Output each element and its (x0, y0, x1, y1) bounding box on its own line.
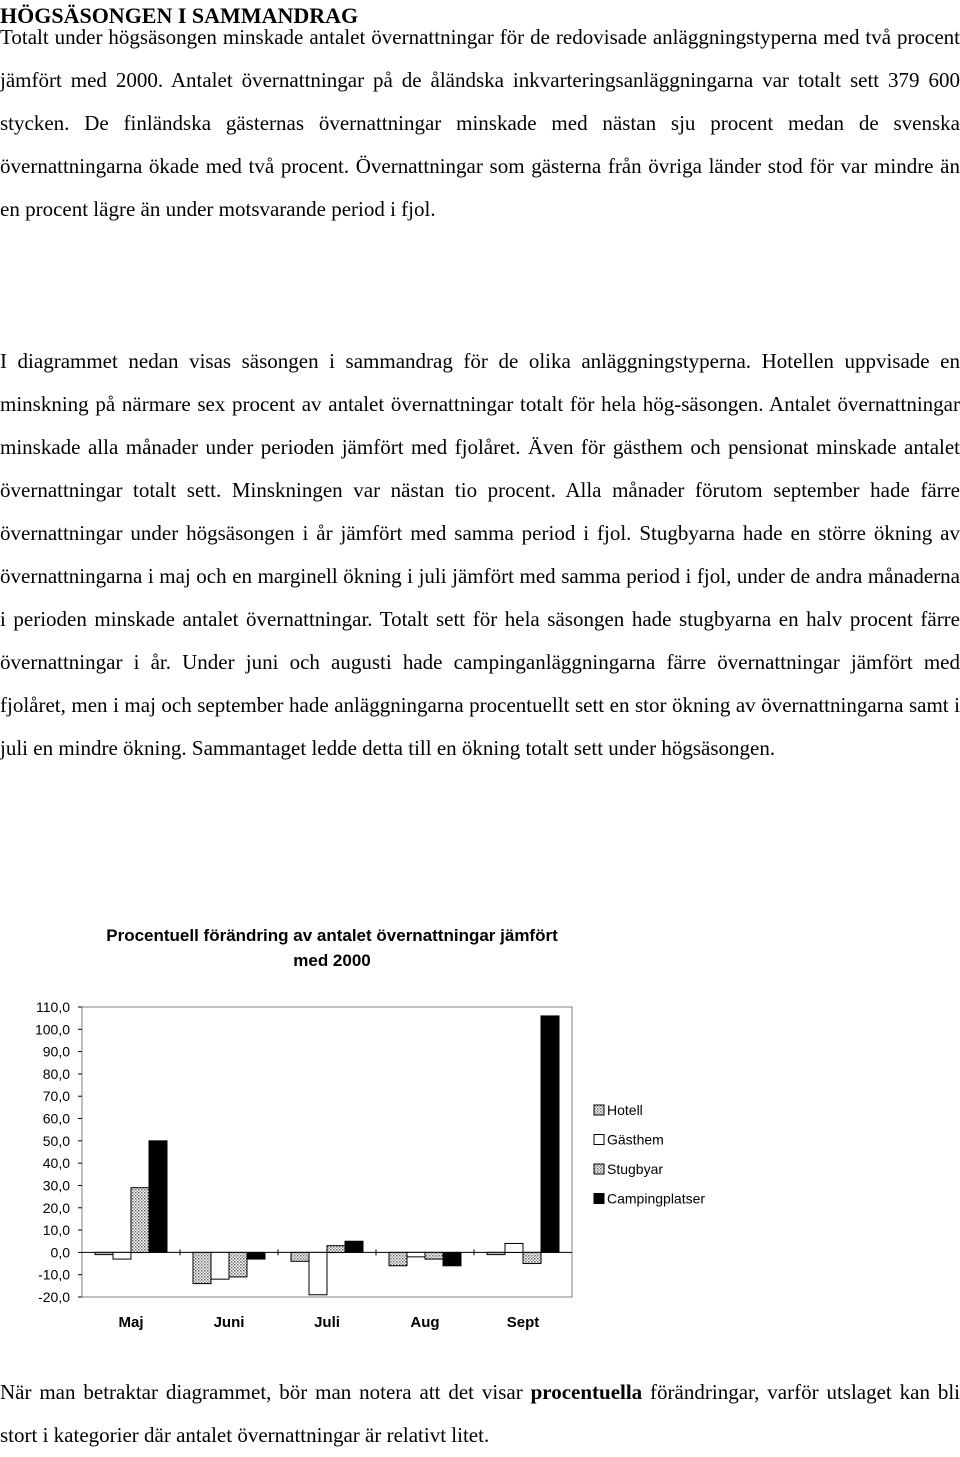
y-tick-label: 70,0 (42, 1088, 70, 1105)
closing-text-start: När man betraktar diagrammet, bör man notera att det visar (0, 1380, 531, 1404)
closing-text-end: förändringar, varför utslaget kan bli stort i kategorier där antalet övernattningar är relativt litet. (0, 1380, 960, 1447)
legend-swatch-campingplatser (594, 1194, 604, 1204)
bar-hotell-sept (487, 1252, 505, 1254)
x-category-label: Juli (314, 1314, 340, 1331)
closing-paragraph (0, 1371, 960, 1457)
bar-stugbyar-maj (131, 1188, 149, 1253)
bar-gästhem-juni (211, 1252, 229, 1279)
bar-hotell-aug (389, 1252, 407, 1265)
y-tick-label: 30,0 (42, 1177, 70, 1194)
y-tick-label: 0,0 (50, 1244, 70, 1261)
bar-gästhem-juli (309, 1252, 327, 1294)
bar-campingplatser-juli (345, 1241, 363, 1252)
legend-label-campingplatser: Campingplatser (607, 1190, 706, 1207)
bar-campingplatser-sept (541, 1016, 559, 1252)
bar-stugbyar-juli (327, 1246, 345, 1253)
y-tick-label: -20,0 (38, 1289, 70, 1305)
y-tick-label: 90,0 (42, 1043, 70, 1060)
legend-label-hotell: Hotell (607, 1102, 643, 1118)
bar-hotell-maj (95, 1252, 113, 1254)
chart-title-line-2: med 2000 (293, 951, 371, 970)
legend-label-stugbyar: Stugbyar (607, 1161, 664, 1177)
legend-swatch-stugbyar (594, 1164, 604, 1174)
legend-label-gästhem: Gästhem (607, 1131, 664, 1148)
bar-gästhem-maj (113, 1252, 131, 1259)
document-heading: HÖGSÄSONGEN I SAMMANDRAG (0, 3, 359, 28)
x-category-label: Maj (118, 1314, 144, 1331)
bar-stugbyar-juni (229, 1252, 247, 1277)
y-tick-label: -10,0 (38, 1266, 70, 1283)
chart-canvas (0, 910, 960, 1350)
bar-stugbyar-aug (425, 1252, 443, 1259)
x-category-label: Juni (213, 1314, 245, 1331)
x-category-label: Aug (410, 1314, 440, 1331)
bar-campingplatser-maj (149, 1141, 167, 1253)
legend-swatch-gästhem (594, 1135, 604, 1145)
y-tick-label: 80,0 (42, 1065, 70, 1082)
bar-hotell-juli (291, 1252, 309, 1261)
bar-campingplatser-juni (247, 1252, 265, 1259)
y-tick-label: 40,0 (42, 1155, 70, 1172)
bar-gästhem-aug (407, 1252, 425, 1256)
y-tick-label: 50,0 (42, 1132, 70, 1149)
y-tick-label: 100,0 (34, 1021, 70, 1038)
y-tick-label: 20,0 (42, 1199, 70, 1216)
plot-area (35, 999, 705, 1331)
intro-paragraph: Totalt under högsäsongen minskade antalet övernattningar för de redovisade anläggningstyperna med två procent jämfört med 2000. Antalet övernattningar på de åländska inkvarteringsanläggningarna var totalt sett 379 600 stycken. De finländska gästernas övernattningar minskade med nästan sju procent medan de svenska övernattningarna ökade med två procent. Övernattningar som gästerna från övriga länder stod för var mindre än en procent lägre än under motsvarande period i fjol. (0, 25, 960, 221)
closing-text-emphasis: procentuella (530, 1380, 643, 1404)
legend-swatch-hotell (594, 1105, 604, 1115)
y-tick-label: 110,0 (36, 999, 70, 1015)
analysis-paragraph: I diagrammet nedan visas säsongen i sammandrag för de olika anläggningstyperna. Hotellen uppvisade en minskning på närmare sex procent av antalet övernattningar totalt för hela hög-säsongen. Antalet övernattningar minskade alla månader under perioden jämfört med fjolåret. Även för gästhem och pensionat minskade antalet övernattningar totalt sett. Minskningen var nästan tio procent. Alla månader förutom september hade färre övernattningar under högsäsongen i år jämfört med samma period i fjol. Stugbyarna hade en större ökning av övernattningarna i maj och en marginell ökning i juli jämfört med samma period i fjol, under de andra månaderna i perioden minskade antalet övernattningar. Totalt sett för hela säsongen hade stugbyarna en halv procent färre övernattningar i år. Under juni och augusti hade campinganläggningarna färre övernattningar jämfört med fjolåret, men i maj och september hade anläggningarna procentuellt sett en stor ökning av övernattningarna samt i juli en mindre ökning. Sammantaget ledde detta till en ökning totalt sett under högsäsongen. (0, 349, 960, 760)
x-category-label: Sept (506, 1314, 540, 1331)
y-tick-label: 60,0 (42, 1110, 70, 1127)
bar-hotell-juni (193, 1252, 211, 1283)
bar-campingplatser-aug (443, 1252, 461, 1265)
chart-title-line-1: Procentuell förändring av antalet övernattningar jämfört (106, 926, 558, 945)
bar-stugbyar-sept (523, 1252, 541, 1263)
y-tick-label: 10,0 (42, 1222, 70, 1239)
bar-chart (0, 910, 960, 1350)
bar-gästhem-sept (505, 1243, 523, 1252)
